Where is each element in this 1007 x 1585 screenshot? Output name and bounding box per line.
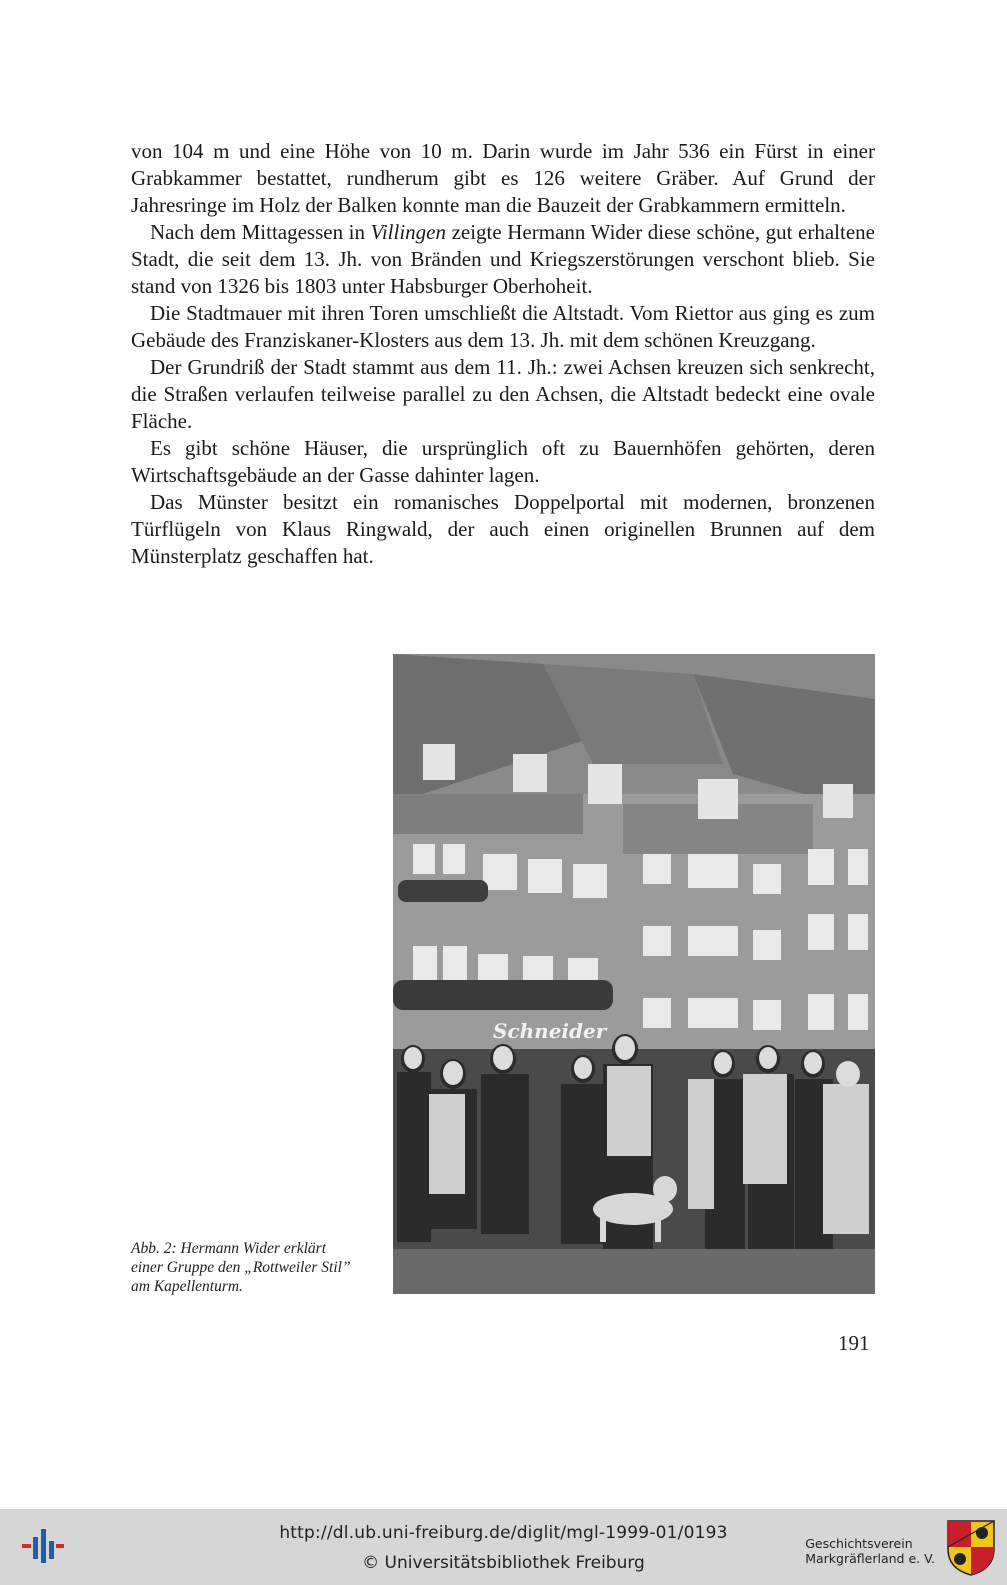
place-name-villingen: Villingen [370, 220, 446, 244]
paragraph-2-start: Nach dem Mittagessen in [150, 220, 371, 244]
society-name-line-2: Markgräflerland e. V. [805, 1551, 935, 1566]
paragraph-2-end: zeigte Hermann Wider diese schöne, gut erhaltene Stadt, die seit dem 13. Jh. von Bränden und Kriegszerstörungen verschont blieb. Sie stand von 1326 bis 1803 unter Habsburger Oberhoheit. [131, 220, 875, 298]
paragraph-1: von 104 m und eine Höhe von 10 m. Darin wurde im Jahr 536 ein Fürst in einer Grabkammer bestattet, rundherum gibt es 126 weitere Gräber. Auf Grund der Jahresringe im Holz der Balken konnte man die Bauzeit der Grabkammern ermitteln. [131, 139, 875, 217]
footer-bar [0, 1509, 1007, 1585]
footer-society-name [805, 1536, 935, 1566]
figure-caption-line-1: Abb. 2: Hermann Wider erklärt [131, 1240, 327, 1257]
society-name-line-1: Geschichtsverein [805, 1536, 913, 1551]
footer-copyright: © Universitätsbibliothek Freiburg [362, 1553, 645, 1573]
shop-sign: Schneider [493, 1019, 607, 1043]
group-photo [393, 654, 875, 1294]
paragraph-4: Der Grundriß der Stadt stammt aus dem 11. Jh.: zwei Achsen kreuzen sich senkrecht, die Straßen verlaufen teilweise parallel zu den Achsen, die Altstadt bedeckt eine ovale Fläche. [131, 355, 875, 433]
footer-url-link[interactable]: http://dl.ub.uni-freiburg.de/diglit/mgl-1999-01/0193 [279, 1523, 728, 1543]
society-crest-icon[interactable] [946, 1519, 996, 1577]
page-number: 191 [838, 1331, 870, 1355]
group-photo-illustration [393, 654, 875, 1294]
paragraph-5: Es gibt schöne Häuser, die ursprünglich oft zu Bauernhöfen gehörten, deren Wirtschaftsgebäude an der Gasse dahinter lagen. [131, 436, 875, 487]
figure-caption [131, 1239, 386, 1296]
page-body [131, 138, 875, 570]
figure-caption-line-3: am Kapellenturm. [131, 1278, 243, 1295]
paragraph-6: Das Münster besitzt ein romanisches Doppelportal mit modernen, bronzenen Türflügeln von Klaus Ringwald, der auch einen originellen Brunnen auf dem Münsterplatz geschaffen hat. [131, 490, 875, 568]
paragraph-2 [131, 219, 875, 300]
figure-caption-line-2: einer Gruppe den „Rottweiler Stil” [131, 1259, 351, 1276]
paragraph-3: Die Stadtmauer mit ihren Toren umschließt die Altstadt. Vom Riettor aus ging es zum Gebäude des Franziskaner-Klosters aus dem 13. Jh. mit dem schönen Kreuzgang. [131, 301, 875, 352]
